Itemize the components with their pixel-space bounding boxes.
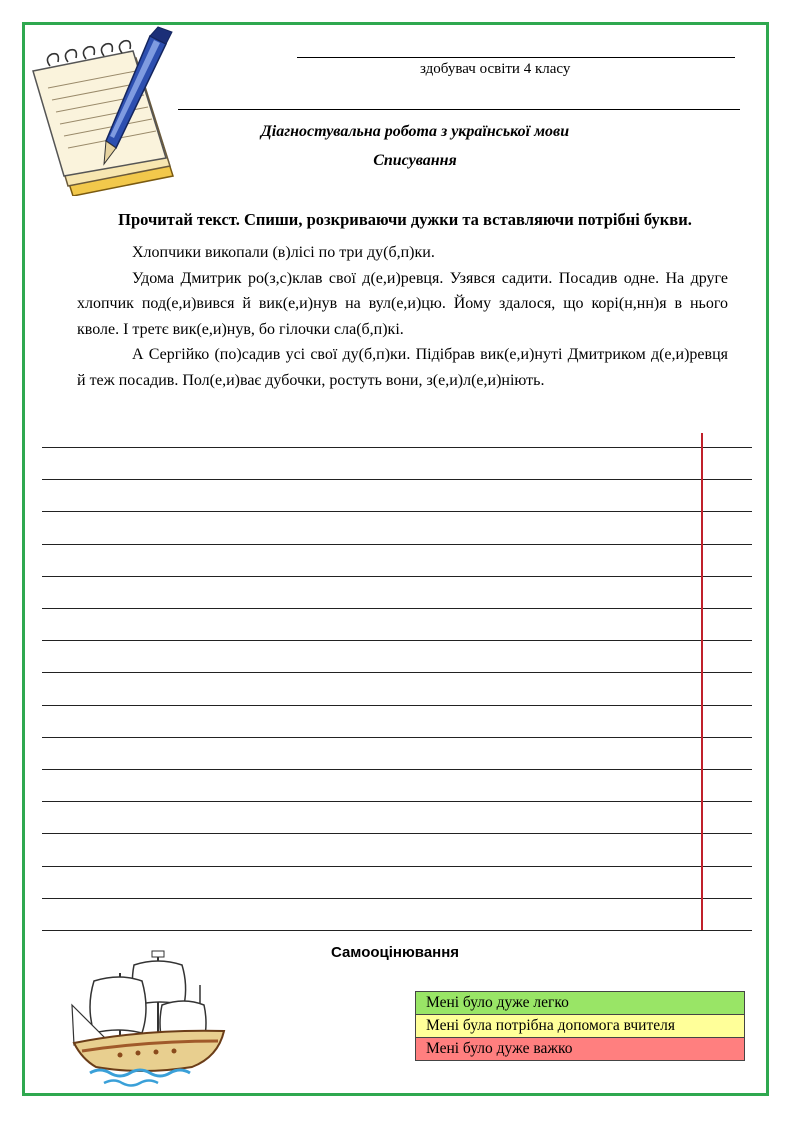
work-subtitle: Списування (373, 152, 457, 169)
margin-line (701, 433, 703, 930)
writing-line[interactable] (42, 769, 752, 770)
writing-line[interactable] (42, 672, 752, 673)
option-needed-help[interactable]: Мені була потрібна допомога вчителя (416, 1015, 744, 1038)
writing-line[interactable] (42, 898, 752, 899)
dictation-text (77, 240, 728, 393)
student-name-line[interactable] (297, 57, 735, 58)
work-title: Діагностувальна робота з української мови (260, 123, 570, 140)
option-easy[interactable]: Мені було дуже легко (416, 992, 744, 1015)
writing-line[interactable] (42, 608, 752, 609)
writing-line[interactable] (42, 479, 752, 480)
writing-line[interactable] (42, 511, 752, 512)
writing-line[interactable] (42, 640, 752, 641)
writing-line[interactable] (42, 576, 752, 577)
header-line (178, 109, 740, 110)
sailing-ship-icon (60, 945, 230, 1095)
writing-line[interactable] (42, 833, 752, 834)
option-hard[interactable]: Мені було дуже важко (416, 1038, 744, 1060)
writing-line[interactable] (42, 801, 752, 802)
notebook-pen-icon (28, 26, 183, 196)
writing-line[interactable] (42, 737, 752, 738)
student-grade-label: здобувач освіти 4 класу (420, 61, 571, 77)
writing-line[interactable] (42, 544, 752, 545)
writing-line[interactable] (42, 930, 752, 931)
self-assessment-title: Самооцінювання (330, 944, 460, 961)
writing-line[interactable] (42, 705, 752, 706)
self-assessment-scale (415, 991, 745, 1061)
writing-line[interactable] (42, 866, 752, 867)
text-paragraph-1: Хлопчики викопали (в)лісі по три ду(б,п)ки. (132, 244, 435, 261)
task-instruction: Прочитай текст. Спиши, розкриваючи дужки та вставляючи потрібні букви. (118, 210, 692, 229)
writing-line[interactable] (42, 447, 752, 448)
text-paragraph-2: Удома Дмитрик ро(з,с)клав свої д(е,и)ревця. Узявся садити. Посадив одне. На друге хлопчик под(е,и)вився й вик(е,и)нув на вул(е,и)цю. Йому здалося, що корі(н,нн)я в нього кволе. І третє вик(е,и)нув, бо гілочки сла(б,п)кі. (77, 269, 728, 338)
text-paragraph-3: А Сергійко (по)садив усі свої ду(б,п)ки. Підібрав вик(е,и)нуті Дмитриком д(е,и)ревця й теж посадив. Пол(е,и)ває дубочки, ростуть вони, з(е,и)л(е,и)ніють. (77, 346, 728, 389)
